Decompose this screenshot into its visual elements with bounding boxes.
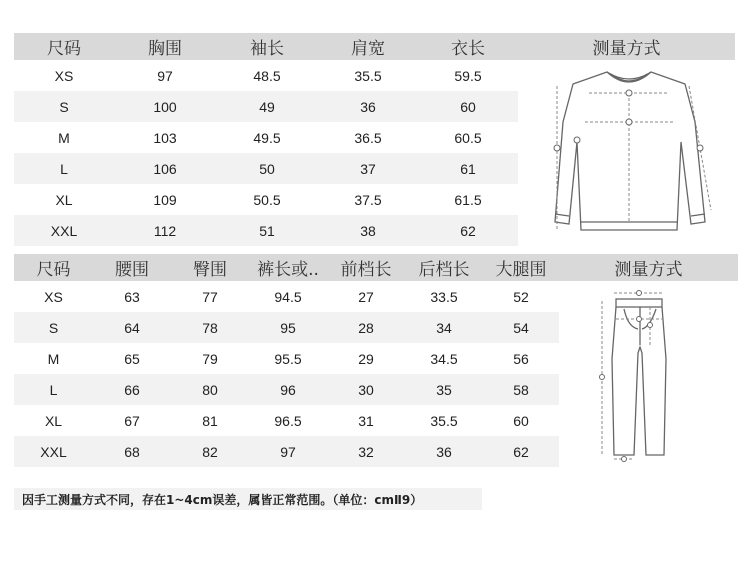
top-table-row [14, 215, 518, 246]
cell-thigh: 58 [513, 381, 529, 398]
cell-front-rise: 32 [358, 443, 374, 460]
top-header-size: 尺码 [47, 39, 81, 59]
bottom-header-back-rise: 后档长 [418, 260, 470, 280]
cell-size: XL [55, 191, 73, 208]
cell-waist: 68 [124, 443, 140, 460]
top-header-shoulder: 肩宽 [351, 39, 385, 59]
cell-front-rise: 28 [358, 319, 374, 336]
cell-size: XXL [40, 443, 67, 460]
cell-chest: 100 [153, 98, 177, 115]
cell-pants-length: 95.5 [274, 350, 302, 367]
bottom-header-hip: 臀围 [193, 260, 227, 280]
size-disclaimer-note: 因手工测量方式不同，存在1~4cm误差，属皆正常范围。（单位：cmⅡ9） [14, 488, 482, 510]
bottom-table-row [14, 312, 559, 343]
cell-sleeve: 49.5 [253, 129, 281, 146]
cell-back-rise: 35 [436, 381, 452, 398]
cell-hip: 78 [202, 319, 218, 336]
cell-shoulder: 35.5 [354, 67, 382, 84]
cell-length: 60.5 [454, 129, 482, 146]
top-table-row [14, 91, 518, 122]
top-header-length: 衣长 [451, 39, 485, 59]
top-table-row [14, 122, 518, 153]
cell-waist: 63 [124, 288, 140, 305]
pants-measurement-diagram [594, 287, 684, 467]
cell-sleeve: 51 [259, 222, 275, 239]
cell-size: L [49, 381, 58, 398]
cell-front-rise: 30 [358, 381, 374, 398]
cell-chest: 112 [153, 222, 177, 239]
cell-thigh: 62 [513, 443, 529, 460]
cell-waist: 65 [124, 350, 140, 367]
cell-shoulder: 36 [360, 98, 376, 115]
cell-length: 59.5 [454, 67, 482, 84]
cell-sleeve: 49 [259, 98, 275, 115]
bottom-header-pants-length: 裤长或.. [257, 260, 319, 280]
cell-chest: 106 [153, 160, 177, 177]
cell-hip: 80 [202, 381, 218, 398]
cell-size: S [48, 319, 59, 336]
cell-sleeve: 50 [259, 160, 275, 177]
cell-hip: 81 [202, 412, 218, 429]
cell-thigh: 60 [513, 412, 529, 429]
cell-pants-length: 96 [280, 381, 296, 398]
cell-waist: 66 [124, 381, 140, 398]
cell-back-rise: 34 [436, 319, 452, 336]
bottom-header-thigh: 大腿围 [495, 260, 547, 280]
cell-front-rise: 29 [358, 350, 374, 367]
cell-size: XS [54, 67, 74, 84]
cell-front-rise: 27 [358, 288, 374, 305]
cell-thigh: 52 [513, 288, 529, 305]
cell-back-rise: 33.5 [430, 288, 458, 305]
top-table-row [14, 60, 518, 91]
bottom-table-row [14, 405, 559, 436]
top-table-header [14, 33, 735, 60]
cell-pants-length: 95 [280, 319, 296, 336]
cell-chest: 109 [153, 191, 177, 208]
cell-shoulder: 38 [360, 222, 376, 239]
cell-chest: 103 [153, 129, 177, 146]
bottom-table-row [14, 374, 559, 405]
cell-waist: 67 [124, 412, 140, 429]
cell-back-rise: 35.5 [430, 412, 458, 429]
cell-pants-length: 94.5 [274, 288, 302, 305]
cell-shoulder: 37 [360, 160, 376, 177]
cell-back-rise: 36 [436, 443, 452, 460]
cell-size: S [59, 98, 69, 115]
cell-thigh: 54 [513, 319, 529, 336]
cell-shoulder: 36.5 [354, 129, 382, 146]
bottom-table-row [14, 281, 559, 312]
cell-size: M [47, 350, 60, 367]
cell-hip: 77 [202, 288, 218, 305]
cell-front-rise: 31 [358, 412, 374, 429]
cell-sleeve: 48.5 [253, 67, 281, 84]
top-header-method: 测量方式 [592, 39, 661, 59]
top-header-chest: 胸围 [148, 39, 182, 59]
cell-length: 60 [460, 98, 476, 115]
cell-hip: 79 [202, 350, 218, 367]
cell-shoulder: 37.5 [354, 191, 382, 208]
cell-back-rise: 34.5 [430, 350, 458, 367]
cell-length: 61.5 [454, 191, 482, 208]
cell-size: L [60, 160, 68, 177]
sweater-measurement-diagram [545, 62, 715, 240]
bottom-header-method: 测量方式 [614, 260, 683, 280]
top-table-row [14, 153, 518, 184]
bottom-table-row [14, 343, 559, 374]
cell-length: 61 [460, 160, 476, 177]
cell-sleeve: 50.5 [253, 191, 281, 208]
top-header-sleeve: 袖长 [250, 39, 284, 59]
top-table-row [14, 184, 518, 215]
cell-size: XXL [50, 222, 78, 239]
bottom-table-header [14, 254, 738, 281]
cell-size: XL [44, 412, 63, 429]
bottom-header-front-rise: 前档长 [340, 260, 392, 280]
cell-length: 62 [460, 222, 476, 239]
bottom-header-waist: 腰围 [115, 260, 149, 280]
cell-size: XS [44, 288, 63, 305]
cell-hip: 82 [202, 443, 218, 460]
cell-pants-length: 97 [280, 443, 296, 460]
cell-size: M [58, 129, 70, 146]
bottom-table-row [14, 436, 559, 467]
cell-waist: 64 [124, 319, 140, 336]
bottom-header-size: 尺码 [36, 260, 71, 280]
cell-pants-length: 96.5 [274, 412, 302, 429]
cell-chest: 97 [157, 67, 173, 84]
cell-thigh: 56 [513, 350, 529, 367]
